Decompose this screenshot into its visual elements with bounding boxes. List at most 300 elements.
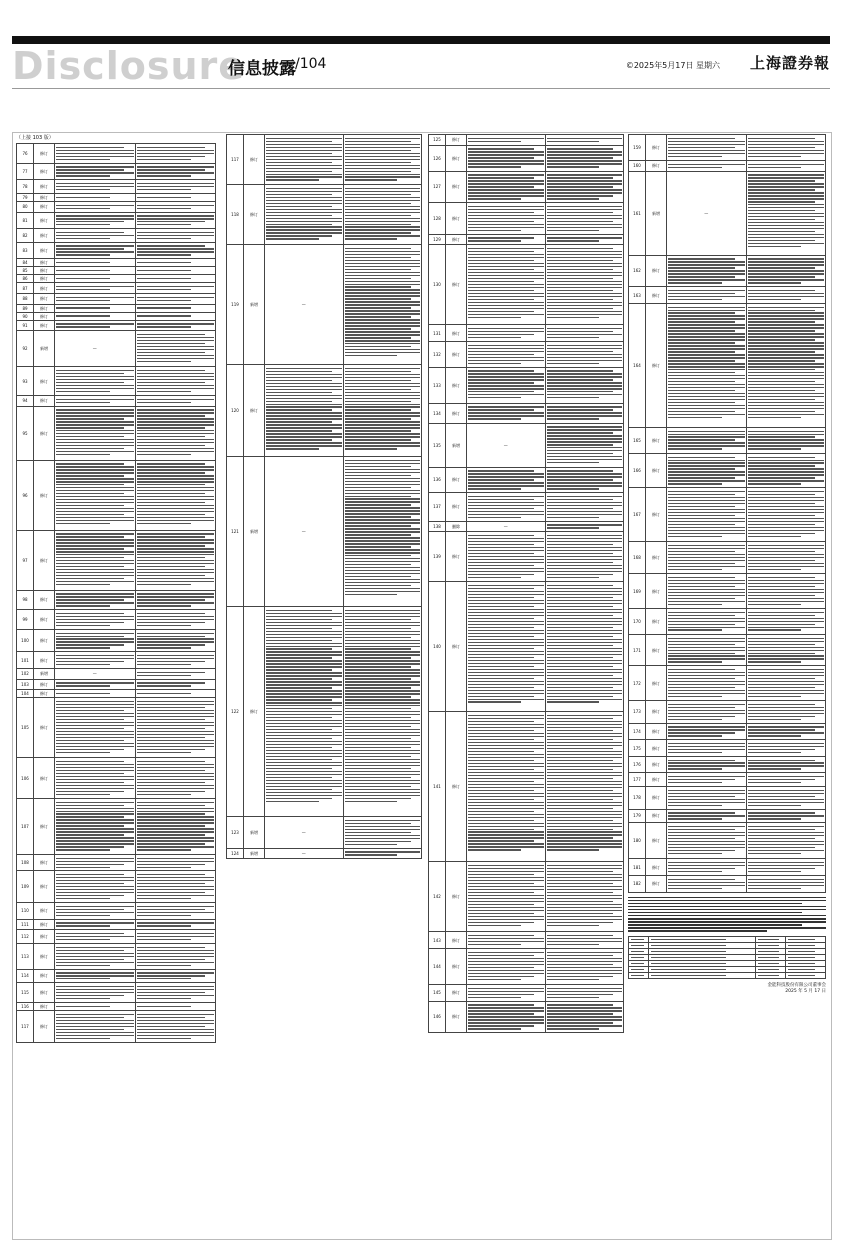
text-block <box>137 197 215 198</box>
text-block <box>345 460 421 596</box>
table-row <box>629 303 826 427</box>
change-type: 修订 <box>646 161 667 172</box>
original-clause <box>55 983 136 1003</box>
change-type: 修订 <box>646 303 667 427</box>
table-row <box>17 320 216 331</box>
original-clause <box>667 608 747 634</box>
text-block <box>137 761 215 795</box>
text-block <box>547 345 623 364</box>
text-block <box>56 533 134 585</box>
change-type: 修订 <box>446 862 467 932</box>
row-number: 182 <box>629 875 646 892</box>
revised-clause <box>135 1003 216 1011</box>
change-type: 修订 <box>446 712 467 862</box>
change-type: 修订 <box>646 608 667 634</box>
original-clause <box>467 367 546 403</box>
table-row <box>17 690 216 698</box>
revised-clause <box>135 871 216 903</box>
row-number: 123 <box>227 817 244 849</box>
original-clause: — <box>265 245 344 365</box>
table-row <box>227 245 422 365</box>
change-type: 修订 <box>446 171 467 203</box>
original-clause <box>55 903 136 920</box>
table-row <box>17 259 216 267</box>
row-number: 100 <box>17 629 34 652</box>
change-type: 修订 <box>34 193 55 201</box>
text-block <box>748 545 825 570</box>
table-row <box>629 740 826 757</box>
text-block <box>137 613 215 626</box>
original-clause <box>667 488 747 542</box>
row-number: 165 <box>629 427 646 453</box>
revised-clause <box>135 406 216 460</box>
row-number: 130 <box>429 245 446 325</box>
table-row <box>17 969 216 983</box>
text-block <box>56 874 134 899</box>
row-number: 93 <box>17 367 34 396</box>
row-number: 79 <box>17 193 34 201</box>
change-type: 新增 <box>646 171 667 255</box>
row-number: 124 <box>227 848 244 859</box>
text-block <box>668 726 745 736</box>
change-type: 修订 <box>446 467 467 493</box>
text-block <box>748 431 825 450</box>
text-block <box>668 290 745 300</box>
text-block <box>345 138 421 181</box>
table-row <box>17 1003 216 1011</box>
text-block <box>468 535 544 578</box>
text-block <box>668 790 745 806</box>
text-block <box>137 633 215 649</box>
original-clause <box>55 242 136 259</box>
change-type: 修订 <box>646 574 667 609</box>
table-row <box>429 521 624 532</box>
row-number: 133 <box>429 367 446 403</box>
text-block <box>547 865 623 926</box>
original-clause <box>55 163 136 180</box>
text-block <box>748 776 825 783</box>
row-number: 98 <box>17 590 34 610</box>
change-type: 修订 <box>646 875 667 892</box>
row-number: 83 <box>17 242 34 259</box>
row-number: 159 <box>629 135 646 161</box>
revised-clause <box>135 530 216 590</box>
original-clause <box>667 453 747 488</box>
row-number: 107 <box>17 798 34 854</box>
table-row <box>429 367 624 403</box>
original-clause <box>265 607 344 817</box>
row-number: 94 <box>17 395 34 406</box>
text-block <box>266 368 342 450</box>
original-clause: — <box>667 171 747 255</box>
text-block <box>137 906 215 916</box>
row-number: 163 <box>629 287 646 304</box>
text-block <box>137 147 215 160</box>
change-type: 修订 <box>646 135 667 161</box>
table-row <box>629 823 826 859</box>
change-type: 修订 <box>34 460 55 530</box>
text-block <box>547 328 623 338</box>
revised-clause <box>343 817 422 849</box>
change-type: 修订 <box>34 1003 55 1011</box>
row-number: 108 <box>17 854 34 871</box>
table-row <box>17 395 216 406</box>
change-type: 修订 <box>34 854 55 871</box>
text-block <box>345 188 421 240</box>
revised-clause <box>135 283 216 294</box>
text-block <box>137 297 215 301</box>
change-type: 修订 <box>446 1001 467 1033</box>
original-clause <box>467 1001 546 1033</box>
revised-clause <box>545 532 624 582</box>
change-type: 新增 <box>34 669 55 680</box>
row-number: 169 <box>629 574 646 609</box>
change-type: 修订 <box>34 903 55 920</box>
text-block <box>56 286 134 290</box>
revised-clause <box>135 242 216 259</box>
change-type: 修订 <box>34 943 55 969</box>
change-type: 修订 <box>34 312 55 320</box>
original-clause <box>667 859 747 876</box>
change-type: 修订 <box>34 679 55 690</box>
revised-clause <box>135 460 216 530</box>
text-block <box>137 270 215 271</box>
text-block <box>748 669 825 697</box>
text-block <box>137 166 215 176</box>
original-clause <box>55 275 136 283</box>
table-row <box>629 427 826 453</box>
row-number: 85 <box>17 267 34 275</box>
row-number: 102 <box>17 669 34 680</box>
issue-date: ©2025年5月17日 星期六 <box>625 61 720 70</box>
table-row <box>629 255 826 287</box>
column-1 <box>16 134 216 1234</box>
text-block <box>668 862 745 872</box>
column-4 <box>628 134 826 1234</box>
text-block <box>668 491 745 537</box>
text-block <box>56 307 134 308</box>
table-row <box>17 406 216 460</box>
change-type: 修订 <box>34 530 55 590</box>
text-block <box>748 164 825 168</box>
text-block <box>668 826 745 854</box>
table-row <box>429 532 624 582</box>
original-clause <box>467 135 546 146</box>
row-number: 87 <box>17 283 34 294</box>
change-type: 修订 <box>34 969 55 983</box>
change-type: 修订 <box>446 367 467 403</box>
original-clause <box>55 590 136 610</box>
change-type: 修订 <box>446 342 467 368</box>
text-block <box>668 812 745 819</box>
row-number: 105 <box>17 698 34 758</box>
row-number: 76 <box>17 144 34 164</box>
original-clause <box>667 303 747 427</box>
table-row <box>17 304 216 312</box>
row-number: 174 <box>629 723 646 740</box>
row-number: 164 <box>629 303 646 427</box>
original-clause <box>55 930 136 944</box>
text-block <box>748 638 825 663</box>
text-block <box>748 612 825 631</box>
revised-clause <box>343 365 422 457</box>
change-type: 修订 <box>34 395 55 406</box>
change-type: 修订 <box>34 367 55 396</box>
row-number: 117 <box>17 1011 34 1043</box>
revised-clause <box>746 756 826 773</box>
original-clause <box>467 234 546 245</box>
row-number: 99 <box>17 610 34 630</box>
change-type: 修订 <box>446 532 467 582</box>
revised-clause <box>545 403 624 423</box>
table-row <box>17 610 216 630</box>
original-clause <box>55 798 136 854</box>
text-block <box>137 307 215 308</box>
original-clause <box>467 582 546 712</box>
original-clause <box>467 862 546 932</box>
row-number: 91 <box>17 320 34 331</box>
table-row <box>629 859 826 876</box>
original-clause <box>55 679 136 690</box>
text-block <box>137 409 215 455</box>
text-block <box>468 237 544 241</box>
revised-clause <box>746 255 826 287</box>
table-row <box>17 180 216 194</box>
revised-clause <box>135 669 216 680</box>
original-clause <box>667 773 747 787</box>
text-block <box>56 166 134 176</box>
text-block <box>56 613 134 626</box>
revised-clause <box>746 574 826 609</box>
change-type: 修订 <box>446 582 467 712</box>
original-clause <box>55 698 136 758</box>
change-type: 修订 <box>646 823 667 859</box>
original-clause: — <box>265 848 344 859</box>
change-type: 修订 <box>646 287 667 304</box>
table-row <box>17 669 216 680</box>
table-row <box>629 787 826 810</box>
table-row <box>17 283 216 294</box>
row-number: 170 <box>629 608 646 634</box>
change-type: 修订 <box>646 488 667 542</box>
revised-clause <box>746 488 826 542</box>
table-row <box>17 201 216 212</box>
original-clause <box>55 460 136 530</box>
revised-clause <box>545 521 624 532</box>
text-block <box>547 585 623 703</box>
change-type: 修订 <box>446 135 467 146</box>
text-block <box>56 370 134 392</box>
revised-clause <box>135 212 216 229</box>
text-block <box>668 669 745 697</box>
table-row <box>227 607 422 817</box>
revised-clause <box>545 145 624 171</box>
text-block <box>137 1014 215 1039</box>
table-row <box>17 943 216 969</box>
text-block <box>468 952 544 980</box>
original-clause: — <box>265 817 344 849</box>
table-row <box>17 212 216 229</box>
original-clause <box>667 756 747 773</box>
text-block <box>468 138 544 142</box>
row-number: 143 <box>429 932 446 949</box>
text-block <box>547 935 623 945</box>
table-row <box>17 871 216 903</box>
text-block <box>345 820 421 845</box>
text-block <box>56 986 134 999</box>
text-block <box>468 370 544 398</box>
table-row <box>429 342 624 368</box>
text-block <box>345 368 421 450</box>
revised-clause <box>135 304 216 312</box>
row-number: 77 <box>17 163 34 180</box>
text-block <box>56 215 134 225</box>
revised-clause <box>343 607 422 817</box>
table-row <box>17 460 216 530</box>
row-number: 82 <box>17 229 34 243</box>
table-row <box>429 493 624 522</box>
original-clause <box>667 255 747 287</box>
change-type: 修订 <box>646 787 667 810</box>
revised-clause <box>135 320 216 331</box>
text-block <box>56 922 134 926</box>
table-row <box>429 145 624 171</box>
row-number: 109 <box>17 871 34 903</box>
text-block <box>668 138 745 157</box>
row-number: 167 <box>629 488 646 542</box>
text-block <box>137 947 215 966</box>
row-number: 181 <box>629 859 646 876</box>
change-type: 修订 <box>646 427 667 453</box>
text-block <box>748 760 825 770</box>
table-row <box>629 574 826 609</box>
original-clause <box>55 193 136 201</box>
original-clause <box>55 871 136 903</box>
page-number: /104 <box>295 56 327 72</box>
amendment-table <box>226 134 422 859</box>
revised-clause <box>746 809 826 823</box>
original-clause <box>55 969 136 983</box>
text-block <box>748 812 825 819</box>
table-row <box>629 488 826 542</box>
text-block <box>137 370 215 392</box>
table-row <box>429 712 624 862</box>
revised-clause <box>135 331 216 367</box>
text-block <box>748 790 825 806</box>
original-clause <box>55 406 136 460</box>
original-clause <box>667 787 747 810</box>
signoff-company: 金能科技股份有限公司董事会 <box>767 982 826 988</box>
text-block <box>266 188 342 240</box>
row-number: 140 <box>429 582 446 712</box>
text-block <box>547 206 623 231</box>
row-number: 136 <box>429 467 446 493</box>
revised-clause <box>135 312 216 320</box>
revised-clause <box>746 823 826 859</box>
table-row <box>17 652 216 669</box>
text-block <box>137 672 215 676</box>
table-row <box>227 135 422 185</box>
change-type: 修订 <box>646 740 667 757</box>
text-block <box>56 682 134 686</box>
row-number: 81 <box>17 212 34 229</box>
row-number: 84 <box>17 259 34 267</box>
text-block <box>468 206 544 231</box>
table-row <box>429 862 624 932</box>
revised-clause <box>135 294 216 305</box>
original-clause <box>467 145 546 171</box>
table-row <box>227 817 422 849</box>
text-block <box>748 457 825 485</box>
row-number: 180 <box>629 823 646 859</box>
revised-clause <box>135 229 216 243</box>
revised-clause <box>545 423 624 467</box>
revised-clause <box>746 723 826 740</box>
table-row <box>17 629 216 652</box>
original-clause <box>467 245 546 325</box>
change-type: 修订 <box>646 700 667 723</box>
text-block <box>468 865 544 926</box>
change-type: 修订 <box>446 203 467 235</box>
original-clause <box>55 919 136 930</box>
change-type: 修订 <box>34 304 55 312</box>
revised-clause <box>746 608 826 634</box>
column-2 <box>226 134 422 1234</box>
original-clause <box>55 367 136 396</box>
text-block <box>137 972 215 979</box>
text-block <box>137 215 215 225</box>
change-type: 新增 <box>244 245 265 365</box>
text-block <box>668 431 745 450</box>
text-block <box>547 470 623 489</box>
table-row <box>17 242 216 259</box>
change-type: 修订 <box>446 932 467 949</box>
change-type: 修订 <box>34 163 55 180</box>
original-clause <box>55 320 136 331</box>
revised-clause <box>135 180 216 194</box>
row-number: 179 <box>629 809 646 823</box>
table-row <box>429 403 624 423</box>
revised-clause <box>135 395 216 406</box>
table-row <box>629 773 826 787</box>
change-type: 修订 <box>646 453 667 488</box>
text-block <box>56 409 134 455</box>
table-row <box>629 700 826 723</box>
original-clause <box>667 634 747 666</box>
revised-clause <box>135 590 216 610</box>
row-number: 119 <box>227 245 244 365</box>
revised-clause <box>343 245 422 365</box>
text-block <box>547 715 623 851</box>
section-title-cn: 信息披露 <box>228 59 296 79</box>
original-clause <box>667 666 747 701</box>
row-number: 113 <box>17 943 34 969</box>
revised-clause <box>135 798 216 854</box>
original-clause <box>667 700 747 723</box>
text-block <box>547 406 623 419</box>
text-block <box>56 906 134 916</box>
change-type: 修订 <box>34 229 55 243</box>
row-number: 146 <box>429 1001 446 1033</box>
table-row <box>429 949 624 985</box>
text-block <box>137 933 215 940</box>
original-clause <box>55 690 136 698</box>
table-row <box>17 193 216 201</box>
change-type: 修订 <box>34 144 55 164</box>
row-number: 106 <box>17 758 34 799</box>
revised-clause <box>746 787 826 810</box>
text-block <box>56 593 134 606</box>
